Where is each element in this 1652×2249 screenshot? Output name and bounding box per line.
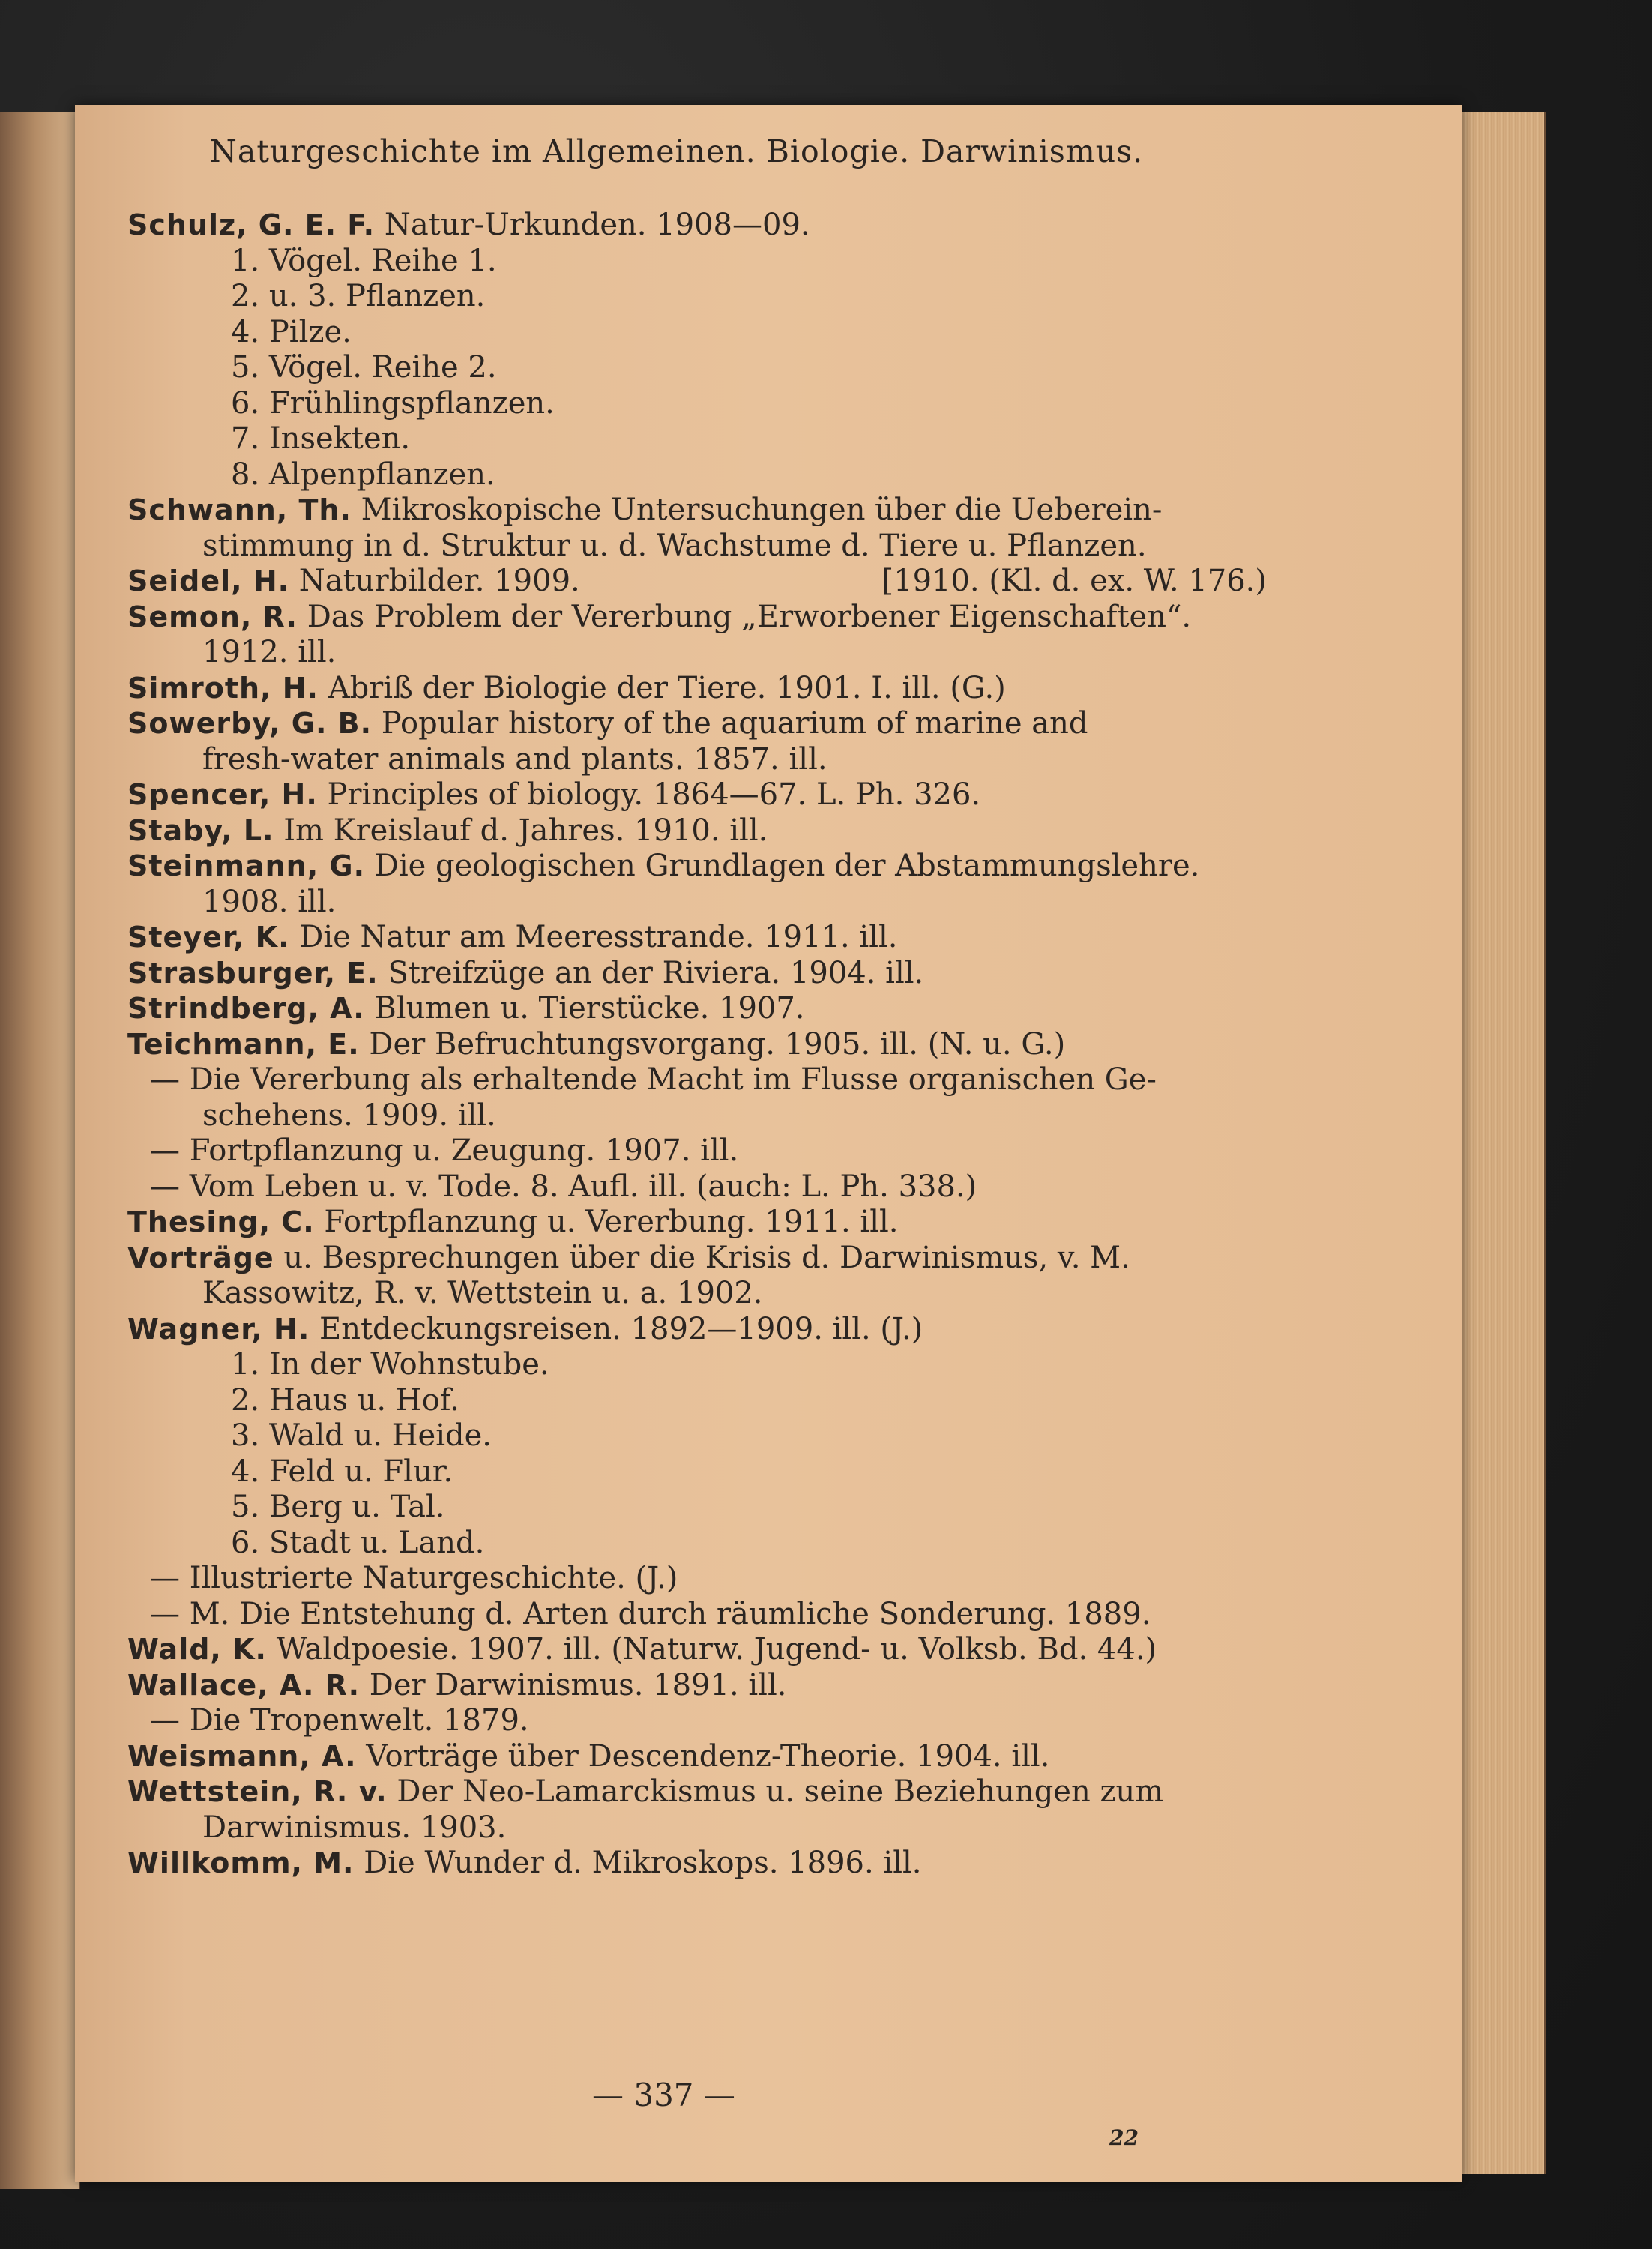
entry-line (127, 1133, 1267, 1169)
entry-text: — Die Vererbung als erhaltende Macht im Flusse organischen Ge- (150, 1062, 1157, 1097)
author-name: Spencer, H. (127, 778, 318, 811)
entry-text: — Illustrierte Naturgeschichte. (J.) (150, 1561, 678, 1595)
entry-line (127, 1027, 1267, 1063)
entry-line (127, 421, 1267, 457)
entry-line (127, 1241, 1267, 1277)
entry-text: schehens. 1909. ill. (202, 1098, 496, 1133)
entry-text: — Vom Leben u. v. Tode. 8. Aufl. ill. (auch: L. Ph. 338.) (150, 1169, 977, 1204)
author-name: Simroth, H. (127, 671, 319, 705)
entry-line (127, 1098, 1267, 1134)
entry-text: fresh-water animals and plants. 1857. ill. (202, 741, 827, 777)
author-name: Wallace, A. R. (127, 1668, 361, 1702)
author-name: Steinmann, G. (127, 849, 366, 882)
author-name: Thesing, C. (127, 1205, 315, 1238)
author-name: Teichmann, E. (127, 1027, 360, 1061)
entry-text: Das Problem der Vererbung „Erworbener Eigenschaften“. (307, 599, 1192, 634)
entry-line (127, 813, 1267, 849)
page-header: Naturgeschichte im Allgemeinen. Biologie. Darwinismus. (210, 133, 1144, 169)
entry-text: 1912. ill. (202, 635, 337, 669)
page-stack-edge (1462, 112, 1546, 2174)
entry-text: Der Neo-Lamarckismus u. seine Beziehungen zum (397, 1774, 1164, 1809)
entry-line (127, 493, 1267, 529)
author-name: Steyer, K. (127, 921, 290, 954)
author-name: Seidel, H. (127, 564, 290, 597)
entry-line (127, 564, 1267, 600)
entry-line (127, 1347, 1267, 1383)
entry-line (127, 1383, 1267, 1419)
entry-list (127, 208, 1267, 1882)
entry-line (127, 991, 1267, 1027)
entry-text: stimmung in d. Struktur u. d. Wachstume d. Tiere u. Pflanzen. (202, 528, 1147, 563)
entry-line (127, 1632, 1267, 1668)
entry-text: 5. Berg u. Tal. (231, 1490, 445, 1524)
entry-line (127, 1205, 1267, 1241)
entry-line (127, 1526, 1267, 1562)
entry-line (127, 1418, 1267, 1454)
page-number: — 337 — (592, 2077, 735, 2113)
entry-text: Die geologischen Grundlagen der Abstammungslehre. (374, 849, 1200, 883)
author-name: Semon, R. (127, 600, 298, 633)
entry-text: Popular history of the aquarium of marine and (381, 706, 1088, 741)
author-name: Strasburger, E. (127, 956, 379, 990)
entry-text: Entdeckungsreisen. 1892—1909. ill. (J.) (319, 1311, 923, 1346)
entry-line (127, 279, 1267, 315)
entry-text: 1. Vögel. Reihe 1. (231, 243, 497, 278)
entry-text: Natur-Urkunden. 1908—09. (384, 208, 810, 242)
entry-line (127, 1810, 1267, 1846)
author-name: Wettstein, R. v. (127, 1775, 388, 1808)
entry-text: Waldpoesie. 1907. ill. (Naturw. Jugend- u. Volksb. Bd. 44.) (276, 1632, 1157, 1667)
entry-text: 4. Pilze. (231, 314, 352, 349)
entry-line (127, 777, 1267, 813)
author-name: Sowerby, G. B. (127, 707, 373, 740)
entry-line (127, 956, 1267, 992)
entry-line (127, 315, 1267, 351)
entry-text: Die Wunder d. Mikroskops. 1896. ill. (364, 1846, 922, 1880)
entry-text: 5. Vögel. Reihe 2. (231, 350, 497, 385)
entry-text: — Fortpflanzung u. Zeugung. 1907. ill. (150, 1133, 739, 1168)
entry-text: 8. Alpenpflanzen. (231, 457, 495, 492)
entry-text: 4. Feld u. Flur. (231, 1454, 453, 1489)
entry-text: u. Besprechungen über die Krisis d. Darwinismus, v. M. (283, 1240, 1130, 1275)
author-name: Strindberg, A. (127, 992, 365, 1025)
entry-line (127, 1703, 1267, 1739)
entry-line (127, 386, 1267, 422)
entry-line (127, 706, 1267, 742)
entry-line (127, 1062, 1267, 1098)
entry-line (127, 350, 1267, 386)
entry-line (127, 885, 1267, 921)
entry-text: Der Befruchtungsvorgang. 1905. ill. (N. u. G.) (369, 1026, 1066, 1062)
entry-line (127, 671, 1267, 707)
entry-text: Der Darwinismus. 1891. ill. (369, 1667, 787, 1702)
entry-text: — Die Tropenwelt. 1879. (150, 1703, 529, 1738)
entry-line (127, 742, 1267, 778)
author-name: Vorträge (127, 1241, 274, 1274)
entry-line (127, 600, 1267, 636)
author-name: Wald, K. (127, 1633, 267, 1666)
entry-text: Im Kreislauf d. Jahres. 1910. ill. (283, 813, 768, 848)
entry-text: — M. Die Entstehung d. Arten durch räumliche Sonderung. 1889. (150, 1596, 1151, 1631)
author-name: Schulz, G. E. F. (127, 208, 376, 241)
entry-text: 7. Insekten. (231, 421, 411, 456)
entry-line (127, 1312, 1267, 1348)
entry-text: 1. In der Wohnstube. (231, 1347, 549, 1382)
entry-text: Darwinismus. 1903. (202, 1810, 507, 1845)
entry-text: 6. Stadt u. Land. (231, 1525, 485, 1560)
entry-line (127, 1846, 1267, 1882)
entry-line (127, 208, 1267, 244)
book-left-edge (0, 112, 80, 2189)
entry-line (127, 1490, 1267, 1526)
author-name: Weismann, A. (127, 1739, 357, 1773)
author-name: Wagner, H. (127, 1312, 310, 1346)
entry-line (127, 1169, 1267, 1205)
entry-line (127, 849, 1267, 885)
entry-line (127, 1774, 1267, 1810)
entry-right-text: [1910. (Kl. d. ex. W. 176.) (881, 564, 1267, 598)
entry-line (127, 1454, 1267, 1490)
author-name: Schwann, Th. (127, 493, 352, 526)
entry-text: 6. Frühlingspflanzen. (231, 385, 555, 421)
entry-text: Mikroskopische Untersuchungen über die Ueberein- (361, 493, 1163, 527)
author-name: Willkomm, M. (127, 1846, 355, 1879)
entry-text: Vorträge über Descendenz-Theorie. 1904. ill. (366, 1738, 1050, 1774)
entry-line (127, 244, 1267, 280)
author-name: Staby, L. (127, 813, 274, 847)
entry-text: 2. u. 3. Pflanzen. (231, 279, 486, 313)
entry-line (127, 1739, 1267, 1775)
entry-line (127, 920, 1267, 956)
entry-text: 3. Wald u. Heide. (231, 1418, 492, 1453)
entry-line (127, 635, 1267, 671)
entry-text: Blumen u. Tierstücke. 1907. (374, 991, 805, 1026)
entry-text: 1908. ill. (202, 884, 337, 919)
entry-text: Principles of biology. 1864—67. L. Ph. 326. (327, 777, 981, 812)
entry-text: Die Natur am Meeresstrande. 1911. ill. (299, 920, 898, 954)
entry-text: Fortpflanzung u. Vererbung. 1911. ill. (324, 1205, 899, 1239)
entry-line (127, 1561, 1267, 1597)
entry-text: Abriß der Biologie der Tiere. 1901. I. ill. (G.) (328, 670, 1006, 705)
entry-line (127, 1597, 1267, 1633)
entry-line (127, 1276, 1267, 1312)
entry-line (127, 1668, 1267, 1704)
entry-text: Streifzüge an der Riviera. 1904. ill. (388, 955, 924, 990)
entry-text: Kassowitz, R. v. Wettstein u. a. 1902. (202, 1276, 763, 1310)
entry-line (127, 529, 1267, 564)
signature-mark: 22 (1109, 2125, 1139, 2150)
entry-text: 2. Haus u. Hof. (231, 1382, 459, 1418)
entry-text: Naturbilder. 1909. (298, 564, 580, 598)
entry-line (127, 457, 1267, 493)
